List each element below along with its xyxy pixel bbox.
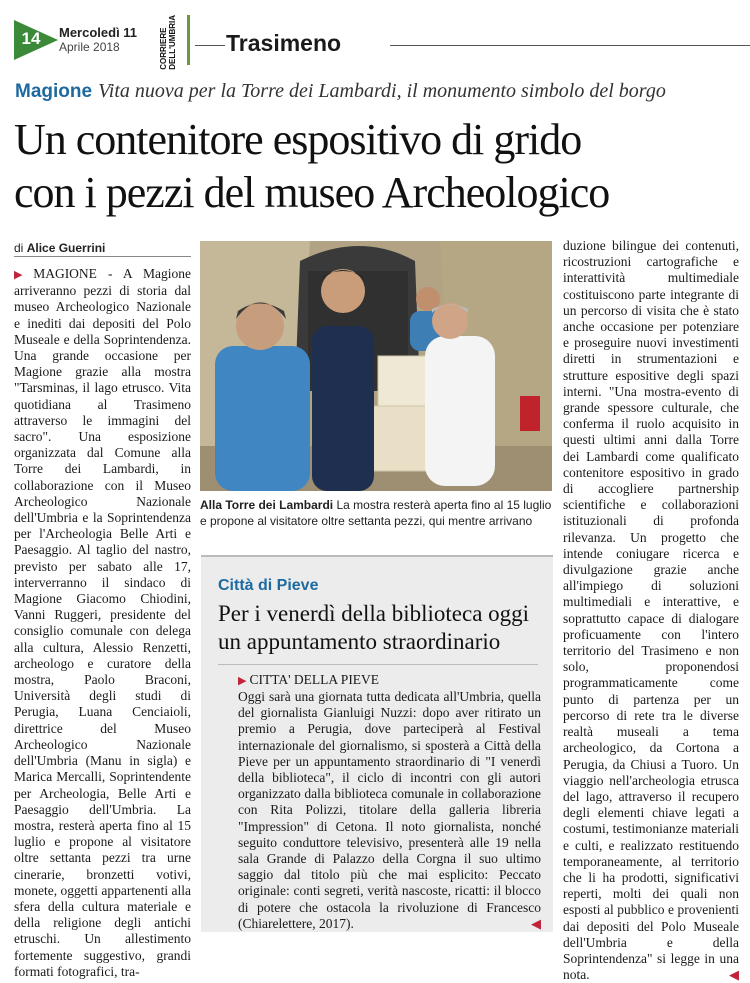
article-column-3 — [563, 238, 739, 983]
box-location: Città di Pieve — [218, 577, 319, 594]
page-number: 14 — [21, 29, 41, 48]
section-title: Trasimeno — [226, 30, 342, 56]
box-headline: Per i venerdì della biblioteca oggi un appuntamento straordinario — [218, 601, 530, 654]
article-kicker — [15, 80, 666, 103]
paragraph-marker-icon: ▶ — [14, 269, 31, 281]
column-1-text: MAGIONE - A Magione arriveranno pezzi di storia dal museo Archeologico Nazionale e inediti dai depositi del Polo Museale e della Soprintendenza. Una grande occasione per Magione grazie alla mostra "Tarsminas, il lago etrusco. Vita quotidiana al Trasimeno attraverso le immagini del sacro". Una esposizione organizzata dal Comune alla Torre dei Lambardi, in collaborazione con il Museo Archeologico Nazionale dell'Umbria e la Soprintendenza per l'Archeologia Belle Arti e Paesaggio. Al taglio del nastro, previsto per sabato alle 17, interverranno il sindaco di Magione Giacomo Chiodini, Vanni Ruggeri, presidente del consiglio comunale con delega alla cultura, Alessio Renzetti, archeologo e curatore della mostra, Paolo Braconi, Università degli studi di Perugia, Luana Cenciaioli, direttrice del Museo Archeologico Nazionale dell'Umbria (Manu in sigla) e Marica Mercalli, Soprintendente per Archeologia, Belle Arti e Paesaggio dell'Umbria. La mostra, resterà aperta fino al 15 luglio e propone al visitatore oltre settanta pezzi tra urne cinerarie, bronzetti votivi, monete, oggetti appartenenti alla sfera della cultura materiale e della religione degli antichi etruschi. Un allestimento fortemente suggestivo, grandi formati fotografici, tra- — [14, 266, 191, 979]
byline-rule — [14, 256, 191, 257]
kicker-subtitle: Vita nuova per la Torre dei Lambardi, il monumento simbolo del borgo — [98, 80, 666, 102]
box-text-body: Oggi sarà una giornata tutta dedicata all'Umbria, quella del giornalista Gianluigi Nuzzi: dopo aver ritirato un premio a Perugia, dove parteciperà al Festival internazionale del giornalismo, si sposterà a Città della Pieve per un appuntamento straordinario di "I venerdì della biblioteca", il ciclo di incontri con gli autori organizzato dalla biblioteca comunale in collaborazione con Rita Polizzi, titolare della galleria libreria "Impression" di Cetona. Il noto giornalista, nonché seguito conduttore televisivo, presenterà alle 19 nella sala Grande di Palazzo della Corgna il suo ultimo saggio dal titolo più che mai esplicito: Peccato originale: conti segreti, verità nascoste, ricatti: il blocco di potere che ostacola la rivoluzione di Francesco (Chiarelettere, 2017). — [238, 689, 541, 931]
photo-caption — [200, 497, 555, 529]
logo-text: CORRIERE DELL'UMBRIA — [159, 14, 177, 70]
headline-line-2: con i pezzi del museo Archeologico — [14, 168, 610, 217]
box-marker-icon: ▶ — [238, 675, 247, 687]
box-text — [238, 689, 541, 932]
headline-line-1: Un contenitore espositivo di grido — [14, 115, 582, 164]
column-3-text: duzione bilingue dei contenuti, ricostruzioni cartografiche e interattività multimediale costituiscono parte integrante di un percorso di visita che è stato anche occasione per potenziare e proseguire nuovi investimenti diretti in strumentazioni e strutture espositive degli spazi interni. "Una mostra-evento di grande spessore culturale, che conferma il ruolo acquisito in questi ultimi anni dalla Torre dei Lambardi come qualificato contenitore espositivo in grado di accogliere partnership scientifiche e collaborazioni istituzionali di profonda rilevanza. Un progetto che intende coniugare ricerca e divulgazione grazie anche all'impiego di soluzioni multimediali e interattive, e soprattutto capace di dialogare proficuamente con l'intero territorio del Trasimeno e non solo, proponendosi programmaticamente come punto di partenza per un percorso di rete tra le diverse realtà museali a tema archeologico, da Cortona a Perugia, da Chiusi a Tuoro. Un viaggio nell'archeologia etrusca del lago, attraverso il recupero degli elementi chiave legati a costumi, testimonianze materiali e culti, e realizzato restituendo temporaneamente, al territorio che li ha prodotti, significativi reperti, molti dei quali non esposti al pubblico e provenienti dai depositi del Polo Museale dell'Umbria e della Soprintendenza" si legge in una nota. — [563, 238, 739, 983]
byline-author: Alice Guerrini — [26, 241, 106, 255]
box-end-marker-icon: ◀ — [531, 915, 541, 931]
header-rule-left — [195, 45, 225, 46]
caption-text: La mostra resterà aperta fino al 15 luglio e propone al visitatore oltre settanta pezzi, qui mentre arrivano — [200, 498, 552, 528]
box-dateline — [238, 672, 379, 688]
article-end-marker-icon: ◀ — [729, 967, 739, 983]
byline-prefix: di — [14, 241, 24, 255]
issue-month-year: Aprile 2018 — [59, 40, 120, 54]
article-column-1 — [14, 266, 191, 979]
byline — [14, 241, 105, 255]
box-headline-rule — [218, 664, 538, 665]
kicker-location: Magione — [15, 81, 93, 102]
box-tag: CITTA' DELLA PIEVE — [249, 672, 380, 687]
article-photo — [200, 241, 552, 491]
issue-day: Mercoledì 11 — [59, 25, 138, 40]
newspaper-logo — [159, 14, 190, 70]
article-headline — [14, 113, 744, 219]
header-rule-right — [390, 45, 750, 46]
caption-bold: Alla Torre dei Lambardi — [200, 498, 334, 512]
